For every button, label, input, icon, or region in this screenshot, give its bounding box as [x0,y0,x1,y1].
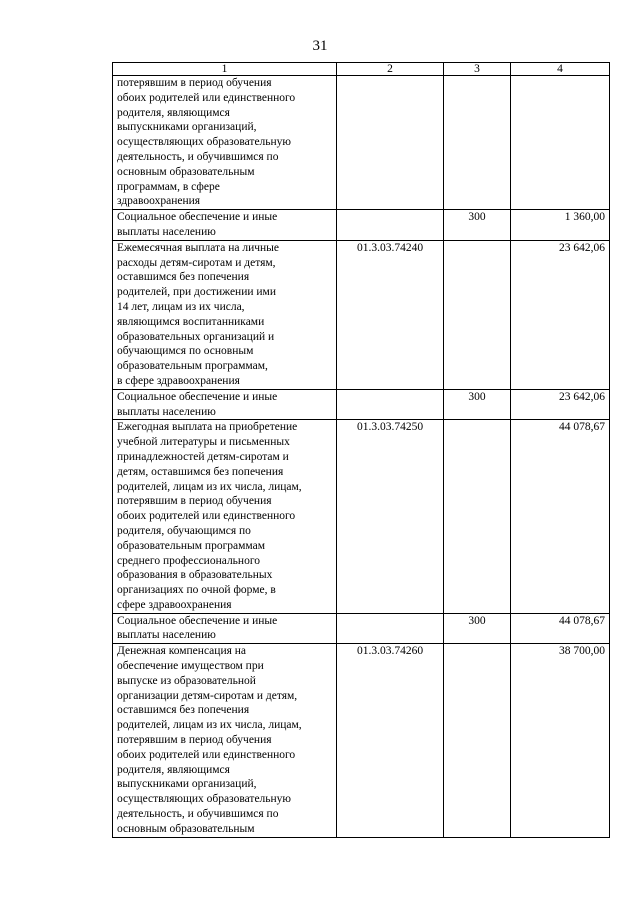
row-name-line: основным образовательным [117,165,255,178]
row-sum-cell: 44 078,67 [511,613,610,644]
row-sum-cell: 44 078,67 [511,420,610,613]
row-name-line: учебной литературы и письменных [117,436,290,449]
header-col-3: 3 [444,63,511,76]
row-name-line: обучающимся по основным [117,345,254,358]
row-name-line: в сфере здравоохранения [117,374,240,387]
row-name-line: обоих родителей или единственного [117,510,296,523]
row-name-line: обеспечение имуществом при [117,660,264,673]
row-name-line: родителей, лицам из их числа, лицам, [117,480,302,493]
row-name-line: потерявшим в период обучения [117,495,272,508]
row-type-cell [444,420,511,613]
row-code-cell: 01.3.03.74240 [337,240,444,389]
header-col-4: 4 [511,63,610,76]
row-code-cell [337,389,444,420]
row-code-cell [337,613,444,644]
row-name-line: Денежная компенсация на [117,645,247,658]
row-name-line: Ежегодная выплата на приобретение [117,421,298,434]
row-sum-cell: 23 642,06 [511,240,610,389]
row-name-line: потерявшим в период обучения [117,734,272,747]
row-name-cell [113,644,337,837]
row-type-cell [444,240,511,389]
header-col-2: 2 [337,63,444,76]
table-row [113,644,610,837]
row-name-line: программам, в сфере [117,180,220,193]
row-name-cell [113,76,337,210]
row-code-cell [337,76,444,210]
row-name-line: сфере здравоохранения [117,598,232,611]
row-name-line: родителей, лицам из их числа, лицам, [117,719,302,732]
row-name-line: здравоохранения [117,195,201,208]
row-name-line: родителя, обучающимся по [117,524,251,537]
row-sum-cell: 38 700,00 [511,644,610,837]
table-header-row [113,63,610,76]
row-name-cell [113,210,337,241]
row-name-line: выплаты населению [117,629,216,642]
row-code-cell: 01.3.03.74260 [337,644,444,837]
row-name-line: образования в образовательных [117,569,273,582]
row-type-cell: 300 [444,210,511,241]
row-name-cell [113,420,337,613]
row-type-cell [444,76,511,210]
row-name-line: потерявшим в период обучения [117,77,272,89]
row-name-line: Ежемесячная выплата на личные [117,241,279,254]
row-name-line: родителя, являющимся [117,763,230,776]
row-sum-cell: 23 642,06 [511,389,610,420]
row-name-line: образовательным программам, [117,360,268,373]
row-name-line: оставшимся без попечения [117,271,250,284]
row-name-line: родителей, при достижении ими [117,286,276,299]
budget-table-body [113,63,610,838]
row-name-line: являющимся воспитанниками [117,315,265,328]
table-row [113,613,610,644]
row-name-line: Социальное обеспечение и иные [117,614,278,627]
row-name-line: организациях по очной форме, в [117,584,276,597]
row-name-line: выпускниками организаций, [117,121,257,134]
row-type-cell: 300 [444,389,511,420]
row-name-line: образовательных организаций и [117,330,275,343]
row-name-line: Социальное обеспечение и иные [117,211,278,224]
table-row [113,210,610,241]
row-name-line: оставшимся без попечения [117,704,250,717]
row-name-cell [113,613,337,644]
row-name-line: осуществляющих образовательную [117,793,292,806]
row-name-line: принадлежностей детям-сиротам и [117,450,289,463]
row-name-line: деятельность, и обучившимся по [117,150,279,163]
budget-table [112,62,610,838]
row-name-line: основным образовательным [117,822,255,835]
row-name-line: обоих родителей или единственного [117,91,296,104]
row-type-cell [444,644,511,837]
row-name-line: Социальное обеспечение и иные [117,390,278,403]
row-sum-cell [511,76,610,210]
table-row [113,420,610,613]
row-name-line: детям, оставшимся без попечения [117,465,284,478]
row-name-line: выпускниками организаций, [117,778,257,791]
row-name-line: расходы детям-сиротам и детям, [117,256,276,269]
row-name-line: обоих родителей или единственного [117,748,296,761]
table-row [113,76,610,210]
row-name-line: выплаты населению [117,405,216,418]
table-row [113,240,610,389]
row-name-line: организации детям-сиротам и детям, [117,689,298,702]
row-name-line: родителя, являющимся [117,106,230,119]
row-name-line: образовательным программам [117,539,265,552]
row-sum-cell: 1 360,00 [511,210,610,241]
row-name-line: 14 лет, лицам из их числа, [117,300,245,313]
header-col-1: 1 [113,63,337,76]
row-name-line: выпуске из образовательной [117,674,256,687]
row-name-cell [113,240,337,389]
row-code-cell: 01.3.03.74250 [337,420,444,613]
row-name-line: деятельность, и обучившимся по [117,808,279,821]
page-number: 31 [312,38,328,54]
row-name-line: осуществляющих образовательную [117,136,292,149]
row-type-cell: 300 [444,613,511,644]
row-name-line: выплаты населению [117,225,216,238]
table-row [113,389,610,420]
row-name-line: среднего профессионального [117,554,261,567]
row-name-cell [113,389,337,420]
row-code-cell [337,210,444,241]
